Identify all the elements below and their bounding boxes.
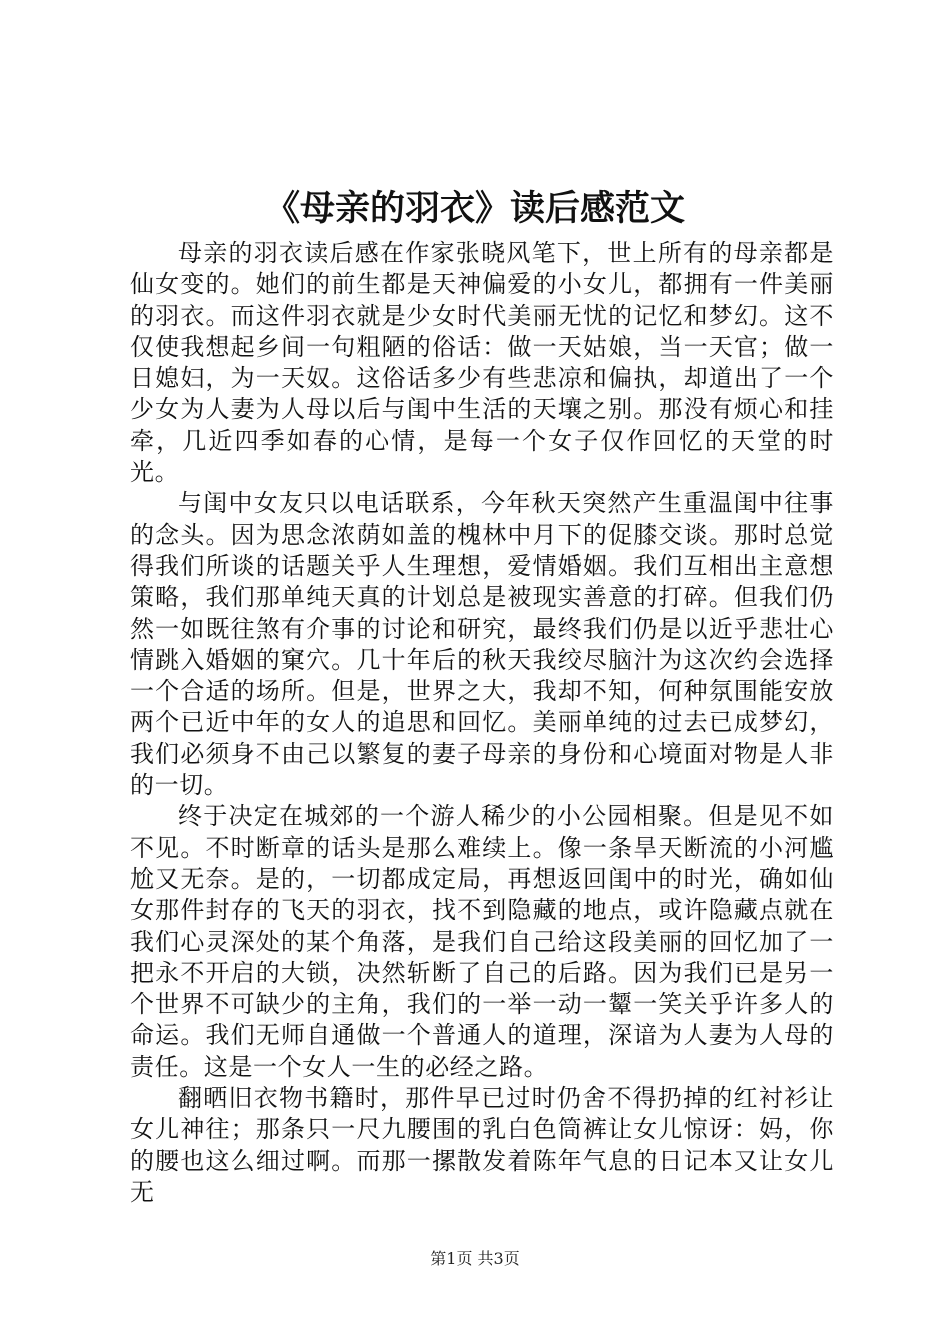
paragraph-4: 翻晒旧衣物书籍时，那件早已过时仍舍不得扔掉的红衬衫让女儿神往；那条只一尺九腰围的乳白色筒裤让女儿惊讶：妈，你的腰也这么细过啊。而那一摞散发着陈年气息的日记本又让女儿无 <box>130 1084 834 1206</box>
paragraph-1: 母亲的羽衣读后感在作家张晓风笔下，世上所有的母亲都是仙女变的。她们的前生都是天神偏爱的小女儿，都拥有一件美丽的羽衣。而这件羽衣就是少女时代美丽无忧的记忆和梦幻。这不仅使我想起乡间一句粗陋的俗话：做一天姑娘，当一天官；做一日媳妇，为一天奴。这俗话多少有些悲凉和偏执，却道出了一个少女为人妻为人母以后与闺中生活的天壤之别。那没有烦心和挂牵，几近四季如春的心情，是每一个女子仅作回忆的天堂的时光。 <box>130 239 834 487</box>
paragraph-3: 终于决定在城郊的一个游人稀少的小公园相聚。但是见不如不见。不时断章的话头是那么难续上。像一条旱天断流的小河尴尬又无奈。是的，一切都成定局，再想返回闺中的时光，确如仙女那件封存的飞天的羽衣，找不到隐藏的地点，或许隐藏点就在我们心灵深处的某个角落，是我们自己给这段美丽的回忆加了一把永不开启的大锁，决然斩断了自己的后路。因为我们已是另一个世界不可缺少的主角，我们的一举一动一颦一笑关乎许多人的命运。我们无师自通做一个普通人的道理，深谙为人妻为人母的责任。这是一个女人一生的必经之路。 <box>130 802 834 1081</box>
paragraph-2: 与闺中女友只以电话联系，今年秋天突然产生重温闺中往事的念头。因为思念浓荫如盖的槐林中月下的促膝交谈。那时总觉得我们所谈的话题关乎人生理想，爱情婚姻。我们互相出主意想策略，我们那单纯天真的计划总是被现实善意的打碎。但我们仍然一如既往煞有介事的讨论和研究，最终我们仍是以近乎悲壮心情跳入婚姻的窠穴。几十年后的秋天我绞尽脑汁为这次约会选择一个合适的场所。但是，世界之大，我却不知，何种氛围能安放两个已近中年的女人的追思和回忆。美丽单纯的过去已成梦幻，我们必须身不由己以繁复的妻子母亲的身份和心境面对物是人非的一切。 <box>130 489 834 800</box>
document-body <box>130 238 834 1208</box>
page-number-footer: 第1页 共3页 <box>430 1249 520 1268</box>
document-title: 《母亲的羽衣》读后感范文 <box>264 189 685 229</box>
